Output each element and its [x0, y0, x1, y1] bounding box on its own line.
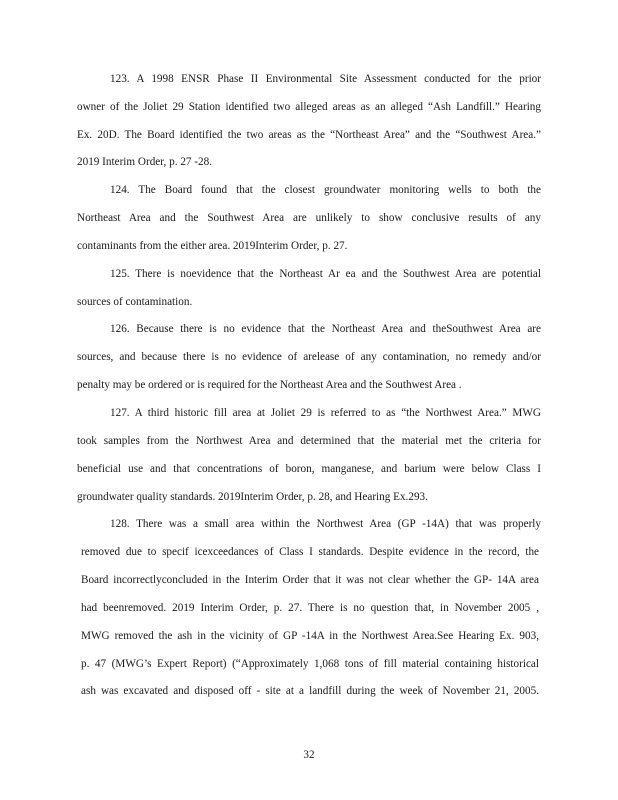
paragraph-128-line-1: 128. There was a small area within the Northwest Area (GP -14A) that was properly	[110, 518, 541, 530]
paragraph-124-line-1: 124. The Board found that the closest groundwater monitoring wells to both the	[110, 184, 541, 196]
paragraph-125-line-2: sources of contamination.	[77, 296, 193, 308]
paragraph-128-line-5: MWG removed the ash in the vicinity of GP -14A in the Northwest Area.See Hearing Ex. 903,	[81, 630, 539, 642]
paragraph-128-line-6: p. 47 (MWG’s Expert Report) (“Approximately 1,068 tons of fill material containing historical	[81, 658, 539, 670]
paragraph-123-line-4: 2019 Interim Order, p. 27 -28.	[77, 156, 213, 168]
paragraph-127-line-3: beneficial use and that concentrations of boron, manganese, and barium were below Class I	[77, 463, 541, 475]
paragraph-127-line-1: 127. A third historic fill area at Joliet 29 is referred to as “the Northwest Area.” MWG	[110, 407, 541, 419]
paragraph-124-line-3: contaminants from the either area. 2019Interim Order, p. 27.	[77, 240, 348, 252]
paragraph-128-line-2: removed due to specif icexceedances of Class I standards. Despite evidence in the record, the	[81, 546, 539, 558]
paragraph-126-line-2: sources, and because there is no evidence of arelease of any contamination, no remedy and/or	[77, 351, 541, 363]
paragraph-128-line-3: Board incorrectlyconcluded in the Interim Order that it was not clear whether the GP- 14A area	[81, 574, 539, 586]
paragraph-123-line-2: owner of the Joliet 29 Station identified two alleged areas as an alleged “Ash Landfill.” Hearing	[77, 101, 541, 113]
page-number: 32	[303, 749, 315, 761]
paragraph-126-line-1: 126. Because there is no evidence that the Northeast Area and theSouthwest Area are	[110, 323, 541, 335]
paragraph-127-line-4: groundwater quality standards. 2019Interim Order, p. 28, and Hearing Ex.293.	[77, 491, 428, 503]
paragraph-125-line-1: 125. There is noevidence that the Northeast Ar ea and the Southwest Area are potential	[110, 268, 541, 280]
paragraph-123-line-1: 123. A 1998 ENSR Phase II Environmental Site Assessment conducted for the prior	[110, 73, 541, 85]
paragraph-123-line-3: Ex. 20D. The Board identified the two areas as the “Northeast Area” and the “Southwest Area.”	[77, 129, 541, 141]
paragraph-126-line-3: penalty may be ordered or is required for the Northeast Area and the Southwest Area .	[77, 379, 462, 391]
paragraph-127-line-2: took samples from the Northwest Area and determined that the material met the criteria for	[77, 435, 541, 447]
paragraph-128-line-7: ash was excavated and disposed off - site at a landfill during the week of November 21, 2005.	[81, 685, 539, 697]
paragraph-128-line-4: had beenremoved. 2019 Interim Order, p. 27. There is no question that, in November 2005 ,	[81, 602, 539, 614]
paragraph-124-line-2: Northeast Area and the Southwest Area are unlikely to show conclusive results of any	[77, 212, 541, 224]
